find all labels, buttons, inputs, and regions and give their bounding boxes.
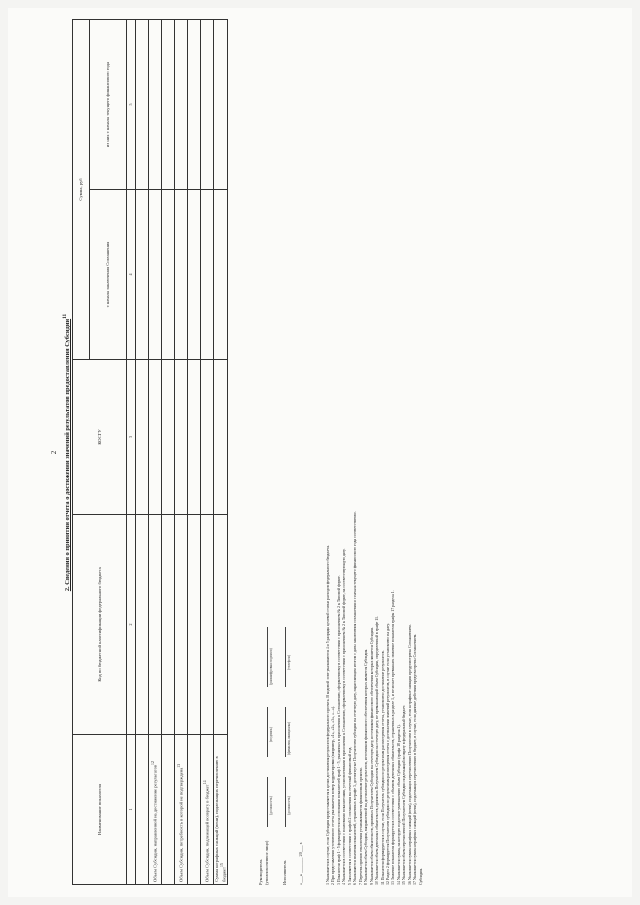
footnote: 2 При представлении уточненного отчета указывается номер корректировки (например, «1», «2», «3», «...»).	[331, 705, 336, 885]
footnote: 15 Указывается объем перечисленной Получателем Субсидии подлежащий возврату в федеральный бюджет.	[402, 704, 407, 885]
section-heading	[62, 8, 71, 897]
section-heading-text: 2. Сведения о принятии отчета о достижении значений результатов предоставления Субсидии	[64, 318, 72, 592]
executor-fio-caption: (фамилия, инициалы)	[287, 721, 291, 755]
document-sheet	[8, 8, 632, 897]
decoding-line	[267, 627, 268, 687]
row-label	[162, 735, 175, 885]
table-cell	[175, 20, 188, 190]
rotated-page	[8, 8, 632, 897]
table-cell	[149, 190, 162, 360]
table-cell	[136, 515, 149, 735]
footnote: 12 Раздел 2 формируется Получателем субсидии по результатам рассмотрения отчета о достижении значений результатов, в случае если установлено на дату.	[385, 623, 390, 885]
table-cell	[136, 360, 149, 515]
executor-label: Исполнитель	[282, 860, 287, 885]
table-row	[149, 20, 162, 885]
table-row	[201, 20, 214, 885]
index-cell: 3	[127, 360, 136, 515]
table-cell	[214, 515, 228, 735]
index-cell: 4	[127, 190, 136, 360]
footnote: 17 Указывается сумма штрафных санкций (пени), подлежащих перечислению в бюджет, в случае, если данные действия предусмотрены Соглашением.	[413, 633, 418, 885]
row-label: Объем Субсидии, подлежащей возврату в бюджет$^{14}$	[201, 735, 214, 885]
footnote: 14 Указывается сумма, на которую подлежит уменьшению объем Субсидии (графа 18 раздела 1).	[396, 724, 401, 885]
table-row	[188, 20, 201, 885]
table-cell	[162, 515, 175, 735]
head-title: Руководитель	[258, 859, 263, 885]
footnote: 7 Перечень причин отклонения устанавливается финансовым органом.	[358, 767, 363, 885]
phone-caption: (телефон)	[287, 654, 291, 670]
head-subtitle: (уполномоченное лицо)	[264, 840, 269, 885]
table-cell	[149, 515, 162, 735]
table-cell	[188, 515, 201, 735]
table-cell	[149, 360, 162, 515]
table-cell	[175, 190, 188, 360]
footnote: 3 Показатели граф 1 - 5 формируются на основании показателей граф 1 - 5, указанных в приложении к Соглашению, оформленному в соответствии с приложением № 2 к Типовой форме.	[336, 575, 341, 885]
index-cell: 1	[127, 735, 136, 885]
results-table	[72, 19, 228, 885]
footnote: 6 Указываются значения показателей, отраженных в графе 3, достигнутые Получателем субсидии на отчетную дату, нарастающим итогом с даты заключения соглашения и с начала текущего финансового года соответственно.	[353, 511, 358, 885]
table-cell	[162, 190, 175, 360]
executor-position-caption: (должность)	[287, 796, 291, 815]
footnote: 11 Показатели формируются в случае, если Получатель субсидии по результатам рассмотрения отчета, установлено достижение результатов.	[380, 650, 385, 885]
table-cell	[175, 515, 188, 735]
signature-line	[267, 707, 268, 757]
footnote: 8 Указывается объем Субсидии, направленной на достижение результатов, источником финансового обеспечения которых является Субсидия.	[364, 648, 369, 885]
footnote: 4 Указывается в соответствии с плановыми показателями, установленными в приложении к Соглашению, оформленному в соответствии с приложением № 2 к Типовой форме, на соответствующую дату.	[342, 548, 347, 885]
date-line: «___» _______ 20___ г.	[298, 841, 303, 885]
footnote: 5 Заполняется в соответствии с графой 2 соглашения на отчетный финансовый год.	[347, 746, 352, 885]
table-row	[175, 20, 188, 885]
footnote: 9 Указывается объем обязательств, принятых Получателем Субсидии на отчетную дату, источником финансового обеспечения которых является Субсидия.	[369, 627, 374, 885]
position-line	[267, 777, 268, 827]
table-cell	[214, 20, 228, 190]
executor-fio-line	[285, 707, 286, 757]
decoding-caption: (расшифровка подписи)	[269, 648, 273, 685]
footnote: 13 Значение показателя формируется в соответствии с объемом денежных обязательств, отраженных в разделе 1, и не может превышать значение показателя графы 17 раздела 1.	[391, 590, 396, 885]
header-sum: Сумма, руб	[73, 20, 90, 360]
footnote: Субсидия.	[418, 867, 423, 885]
table-cell	[136, 190, 149, 360]
row-label: Объем Субсидии, потребность в которой не подтверждена$^{13}$	[175, 735, 188, 885]
table-cell	[149, 20, 162, 190]
row-label: Сумма штрафных санкций (пени), подлежащих перечислению в бюджет$^{15}$	[214, 735, 228, 885]
header-kosgu: КОСГУ	[73, 360, 127, 515]
row-label	[188, 735, 201, 885]
row-label: Объем Субсидии, направленной на достижение результатов$^{12}$	[149, 735, 162, 885]
table-cell	[188, 20, 201, 190]
footnotes	[326, 25, 424, 885]
table-cell	[201, 515, 214, 735]
row-label	[136, 735, 149, 885]
header-indicator: Наименование показателя	[73, 735, 127, 885]
table-cell	[175, 360, 188, 515]
table-cell	[214, 360, 228, 515]
table-cell	[214, 190, 228, 360]
index-cell: 5	[127, 20, 136, 190]
header-sum-current-year: из них с начала текущего финансового года	[90, 20, 127, 190]
header-budget-code: Код по бюджетной классификации федерального бюджета	[73, 515, 127, 735]
table-cell	[162, 360, 175, 515]
table-cell	[162, 20, 175, 190]
table-cell	[201, 190, 214, 360]
signature-caption: (подпись)	[269, 727, 273, 742]
table-row	[162, 20, 175, 885]
page-number: 2	[50, 450, 58, 455]
position-caption: (должность)	[269, 796, 273, 815]
table-row	[214, 20, 228, 885]
table-cell	[201, 20, 214, 190]
table-cell	[201, 360, 214, 515]
index-cell: 2	[127, 515, 136, 735]
executor-position-line	[285, 777, 286, 827]
phone-line	[285, 627, 286, 687]
table-cell	[188, 190, 201, 360]
footnote: 1 Указывается в случае, если Субсидия предоставляется в целях достижения результатов федерального проекта. В кодовой зоне указываются 4 и 5 разряды целевой статьи расходов федерального бюджета.	[326, 544, 330, 885]
footnote: 16 Указывается сумма штрафных санкций (пени), подлежащих перечислению Получателем в случае, если штрафные санкции предусмотрены Соглашением.	[407, 624, 412, 885]
header-sum-since-agreement: с начала заключения Соглашения	[90, 190, 127, 360]
heading-footnote-ref: 11	[62, 313, 68, 319]
table-row	[136, 20, 149, 885]
table-cell	[136, 20, 149, 190]
table-cell	[188, 360, 201, 515]
footnote: 10 Указывается объем денежных обязательств, принятых Получателем Субсидии на отчетную дату, не превышающий объем Субсидии, определенный в графе 11.	[375, 616, 380, 885]
